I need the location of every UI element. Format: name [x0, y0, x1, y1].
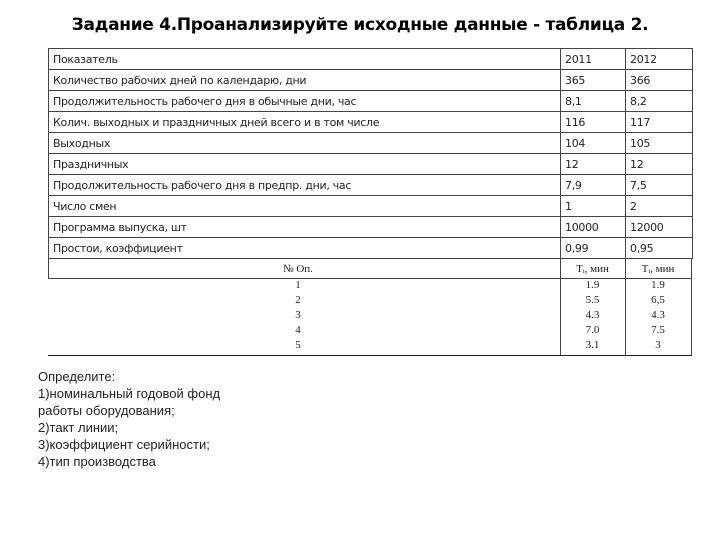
t1-column [560, 260, 625, 353]
indicator-cell: Программа выпуска, шт [49, 217, 561, 238]
table-row [49, 133, 693, 154]
task-line: 4)тип производства [38, 454, 156, 469]
indicator-cell: Продолжительность рабочего дня в обычные дни, час [49, 91, 561, 112]
operation-number: 3 [295, 309, 301, 321]
indicator-cell: Простои, коэффициент [49, 238, 561, 259]
t2-value: 4.3 [651, 309, 665, 321]
year-2012-cell: 366 [626, 70, 693, 91]
t1-value: 5.5 [585, 294, 600, 306]
operations-table [48, 259, 692, 356]
indicator-cell: Показатель [49, 49, 561, 70]
t2-value: 7.5 [651, 324, 665, 336]
year-2012-cell: 12 [626, 154, 693, 175]
t2-value: 3 [655, 339, 661, 351]
year-2012-cell: 12000 [626, 217, 693, 238]
operation-number: 2 [295, 294, 301, 306]
year-2011-cell: 0,99 [561, 238, 626, 259]
t1-header: Tᵢ, мин [576, 263, 609, 275]
operation-number: 5 [295, 339, 301, 351]
divider [48, 259, 49, 279]
t1-value: 7.0 [585, 324, 600, 336]
table-row [49, 154, 693, 175]
year-2012-cell: 105 [626, 133, 693, 154]
table-row [49, 49, 693, 70]
table-row [49, 91, 693, 112]
task-line: 2)такт линии; [38, 420, 119, 435]
year-2011-cell: 12 [561, 154, 626, 175]
t2-header: Tᵢ, мин [641, 263, 675, 275]
indicator-cell: Праздничных [49, 154, 561, 175]
year-2012-cell: 0,95 [626, 238, 693, 259]
table-row [49, 175, 693, 196]
operation-number-header: № Оп. [283, 263, 313, 275]
task-line: 3)коэффициент серийности; [38, 437, 210, 452]
t1-value: 4.3 [585, 309, 600, 321]
year-2012-cell: 117 [626, 112, 693, 133]
operation-number: 1 [295, 279, 301, 291]
year-2012-cell: 7,5 [626, 175, 693, 196]
task-text [38, 368, 220, 470]
table-row [49, 238, 693, 259]
page-title: Задание 4.Проанализируйте исходные данные - таблица 2. [71, 15, 649, 35]
t1-value: 1.9 [585, 279, 600, 291]
year-2012-cell: 2012 [626, 49, 693, 70]
indicator-cell: Число смен [49, 196, 561, 217]
year-2012-cell: 2 [626, 196, 693, 217]
t2-value: 1.9 [651, 279, 665, 291]
operation-number: 4 [295, 324, 301, 336]
year-2011-cell: 2011 [561, 49, 626, 70]
table-row [49, 70, 693, 91]
table-row [49, 217, 693, 238]
indicator-cell: Выходных [49, 133, 561, 154]
year-2011-cell: 7,9 [561, 175, 626, 196]
data-table [48, 48, 693, 259]
task-line: работы оборудования; [38, 403, 175, 418]
table-row [49, 196, 693, 217]
year-2011-cell: 365 [561, 70, 626, 91]
task-line: 1)номинальный годовой фонд [38, 386, 221, 401]
table-row [49, 112, 693, 133]
operation-number-column [268, 260, 328, 353]
year-2011-cell: 116 [561, 112, 626, 133]
tables-wrapper [48, 48, 692, 356]
indicator-cell: Продолжительность рабочего дня в предпр. дни, час [49, 175, 561, 196]
t2-value: 6,5 [651, 294, 665, 306]
t1-value: 3.1 [585, 339, 600, 351]
year-2011-cell: 104 [561, 133, 626, 154]
task-line: Определите: [38, 369, 116, 384]
year-2011-cell: 10000 [561, 217, 626, 238]
year-2012-cell: 8,2 [626, 91, 693, 112]
indicator-cell: Количество рабочих дней по календарю, дни [49, 70, 561, 91]
year-2011-cell: 8,1 [561, 91, 626, 112]
year-2011-cell: 1 [561, 196, 626, 217]
t2-column [625, 260, 691, 353]
indicator-cell: Колич. выходных и праздничных дней всего и в том числе [49, 112, 561, 133]
